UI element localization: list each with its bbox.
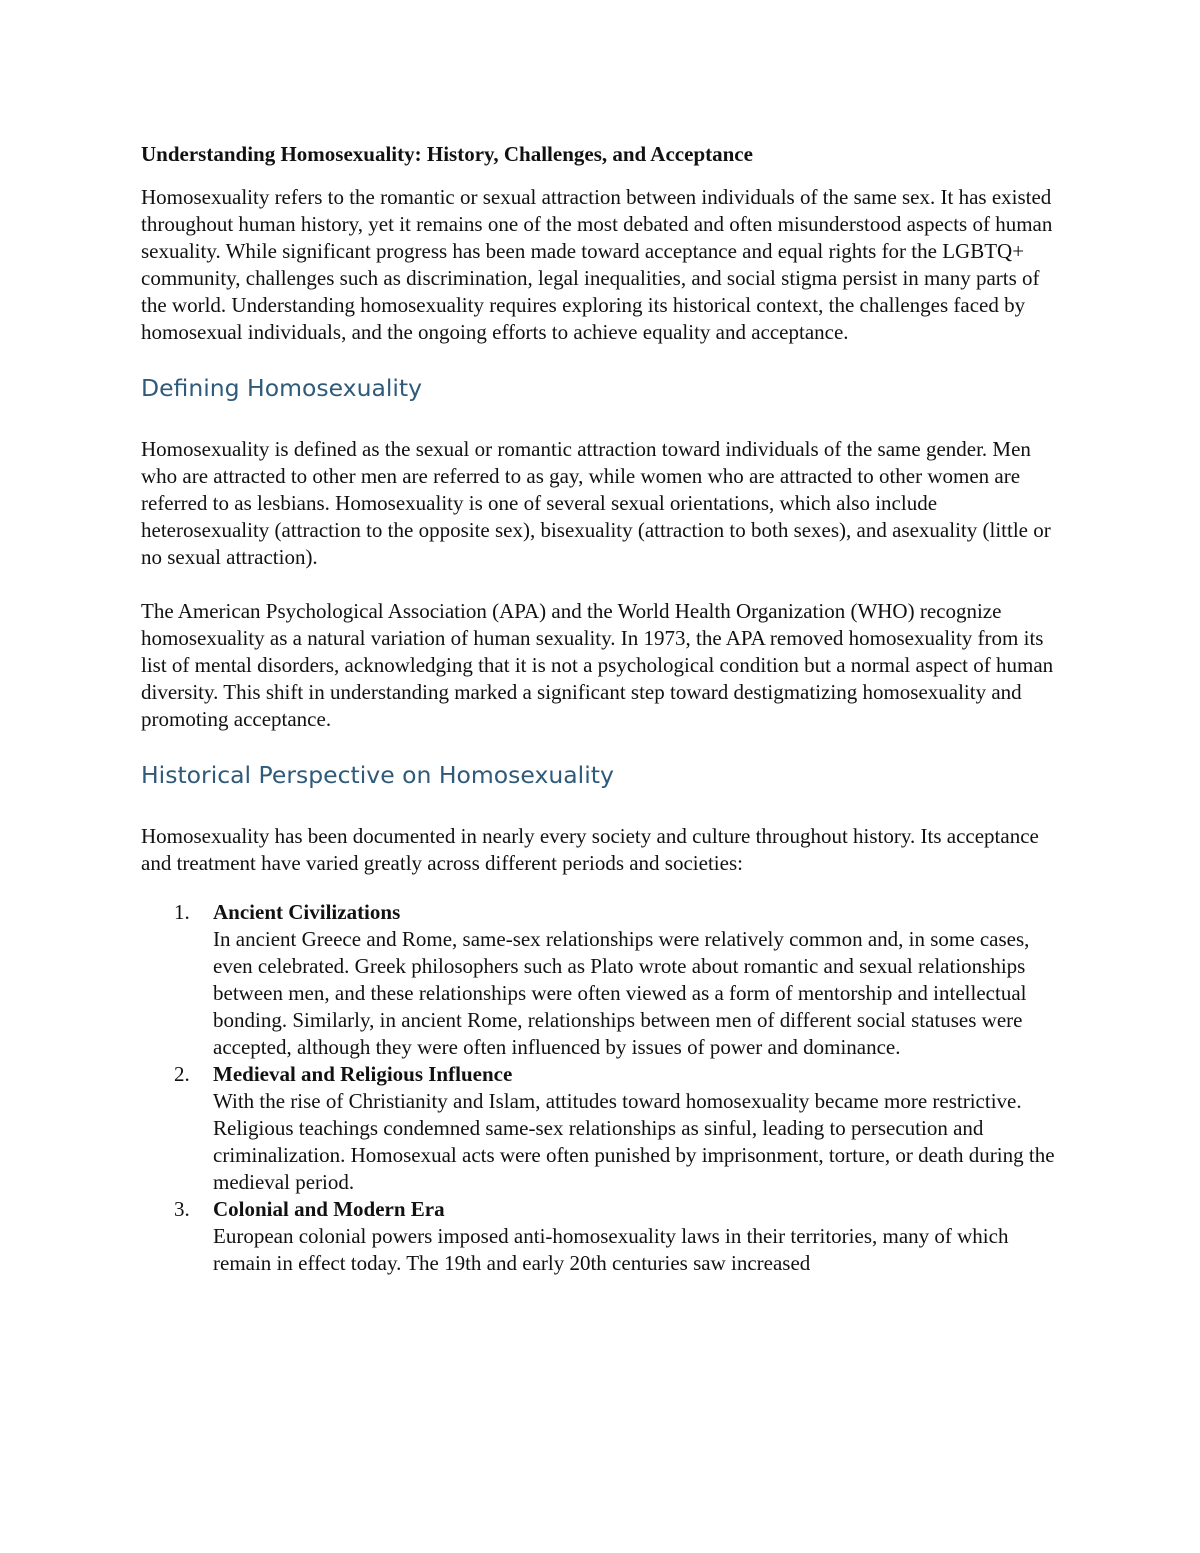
list-item-number: 3. bbox=[174, 1197, 190, 1221]
historical-list bbox=[141, 899, 1066, 1277]
intro-paragraph: Homosexuality refers to the romantic or sexual attraction between individuals of the same sex. It has existed throughout human history, yet it remains one of the most debated and often misunderstood aspects of human sexuality. While significant progress has been made toward acceptance and equal rights for the LGBTQ+ community, challenges such as discrimination, legal inequalities, and social stigma persist in many parts of the world. Understanding homosexuality requires exploring its historical context, the challenges faced by homosexual individuals, and the ongoing efforts to achieve equality and acceptance. bbox=[141, 185, 1053, 344]
paragraph-definition: Homosexuality is defined as the sexual or romantic attraction toward individuals of the same gender. Men who are attracted to other men are referred to as gay, while women who are attracted to other women are referred to as lesbians. Homosexuality is one of several sexual orientations, which also include heterosexuality (attraction to the opposite sex), bisexuality (attraction to both sexes), and asexuality (little or no sexual attraction). bbox=[141, 437, 1051, 569]
paragraph-apa-who: The American Psychological Association (APA) and the World Health Organization (WHO) recognize homosexuality as a natural variation of human sexuality. In 1973, the APA removed homosexuality from its list of mental disorders, acknowledging that it is not a psychological condition but a normal aspect of human diversity. This shift in understanding marked a significant step toward destigmatizing homosexuality and promoting acceptance. bbox=[141, 599, 1054, 731]
section-heading-historical: Historical Perspective on Homosexuality bbox=[141, 761, 614, 789]
document-content bbox=[141, 141, 1066, 1277]
paragraph-historical-intro: Homosexuality has been documented in nearly every society and culture throughout history. Its acceptance and treatment have varied greatly across different periods and societies: bbox=[141, 824, 1039, 875]
list-item bbox=[141, 1196, 1066, 1277]
list-item-body: With the rise of Christianity and Islam, attitudes toward homosexuality became more restrictive. Religious teachings condemned same-sex relationships as sinful, leading to persecution and criminalization. Homosexual acts were often punished by imprisonment, torture, or death during the medieval period. bbox=[213, 1089, 1055, 1194]
document-title: Understanding Homosexuality: History, Challenges, and Acceptance bbox=[141, 142, 753, 166]
list-item-title: Ancient Civilizations bbox=[213, 900, 401, 924]
list-item-title: Medieval and Religious Influence bbox=[213, 1062, 513, 1086]
list-item-body: In ancient Greece and Rome, same-sex relationships were relatively common and, in some cases, even celebrated. Greek philosophers such as Plato wrote about romantic and sexual relationships between men, and these relationships were often viewed as a form of mentorship and intellectual bonding. Similarly, in ancient Rome, relationships between men of different social statuses were accepted, although they were often influenced by issues of power and dominance. bbox=[213, 927, 1030, 1059]
list-item-title: Colonial and Modern Era bbox=[213, 1197, 445, 1221]
list-item bbox=[141, 1061, 1066, 1196]
list-item-number: 2. bbox=[174, 1062, 190, 1086]
list-item-body: European colonial powers imposed anti-homosexuality laws in their territories, many of which remain in effect today. The 19th and early 20th centuries saw increased bbox=[213, 1224, 1009, 1275]
section-heading-defining: Defining Homosexuality bbox=[141, 374, 423, 402]
list-item-number: 1. bbox=[174, 900, 190, 924]
list-item bbox=[141, 899, 1066, 1061]
